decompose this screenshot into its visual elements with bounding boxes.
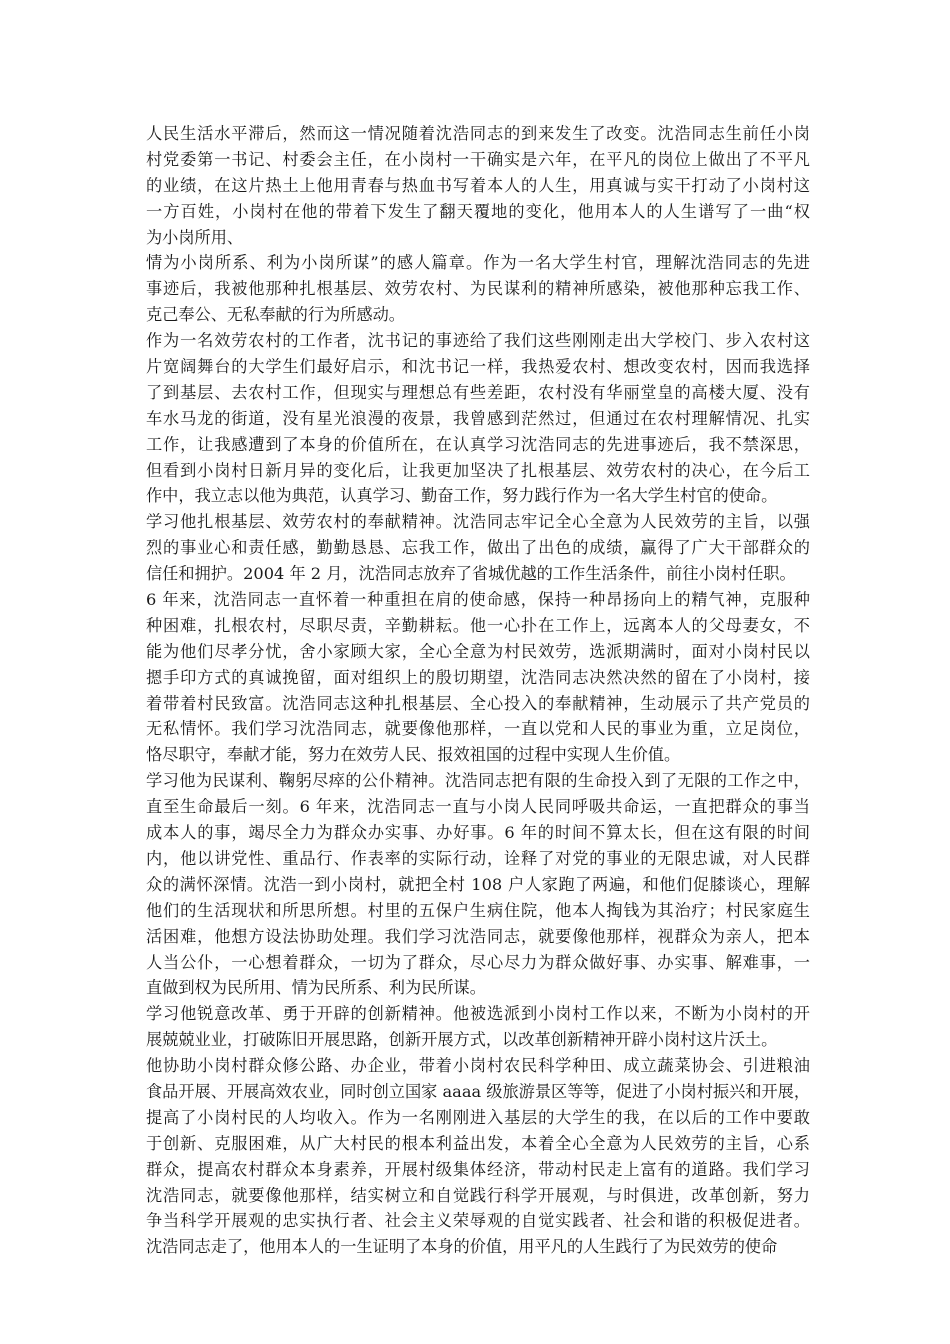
text-line: 烈的事业心和责任感，勤勤恳恳、忘我工作，做出了出色的成绩，赢得了广大干部群众的 (146, 538, 810, 558)
text-line: 人当公仆，一心想着群众，一切为了群众，尽心尽力为群众做好事、办实事、解难事，一 (146, 952, 810, 972)
text-line: 着带着村民致富。沈浩同志这种扎根基层、全心投入的奉献精神，生动展示了共产党员的 (146, 693, 810, 713)
text-line: 村党委第一书记、村委会主任，在小岗村一干确实是六年，在平凡的岗位上做出了不平凡 (146, 149, 810, 169)
document-body (146, 121, 810, 1260)
text-line: 于创新、克服困难，从广大村民的根本利益出发，本着全心全意为人民效劳的主旨，心系 (146, 1133, 810, 1153)
text-line: 学习他为民谋利、鞠躬尽瘁的公仆精神。沈浩同志把有限的生命投入到了无限的工作之中， (146, 771, 810, 791)
text-line: 摁手印方式的真诚挽留，面对组织上的殷切期望，沈浩同志决然决然的留在了小岗村，接 (146, 667, 810, 687)
text-line: 直做到权为民所用、情为民所系、利为民所谋。 (146, 978, 486, 998)
text-line: 直至生命最后一刻。6 年来，沈浩同志一直与小岗人民同呼吸共命运，一直把群众的事当 (146, 797, 810, 817)
text-line: 的业绩，在这片热土上他用青春与热血书写着本人的人生，用真诚与实干打动了小岗村这 (146, 175, 810, 195)
text-line: 作为一名效劳农村的工作者，沈书记的事迹给了我们这些刚刚走出大学校门、步入农村这 (146, 331, 810, 351)
text-line: 无私情怀。我们学习沈浩同志，就要像他那样，一直以党和人民的事业为重，立足岗位， (146, 719, 810, 739)
text-line: 食品开展、开展高效农业，同时创立国家 aaaa 级旅游景区等等，促进了小岗村振兴和开展， (146, 1081, 810, 1101)
text-line: 情为小岗所系、利为小岗所谋”的感人篇章。作为一名大学生村官，理解沈浩同志的先进 (146, 253, 810, 273)
text-line: 车水马龙的街道，没有星光浪漫的夜景，我曾感到茫然过，但通过在农村理解情况、扎实 (146, 408, 810, 428)
text-line: 克己奉公、无私奉献的行为所感动。 (146, 305, 405, 325)
text-line: 成本人的事，竭尽全力为群众办实事、办好事。6 年的时间不算太长，但在这有限的时间 (146, 823, 810, 843)
text-line: 但看到小岗村日新月异的变化后，让我更加坚决了扎根基层、效劳农村的决心，在今后工 (146, 460, 810, 480)
text-line: 信任和拥护。2004 年 2 月，沈浩同志放弃了省城优越的工作生活条件，前往小岗村任职。 (146, 564, 796, 584)
text-line: 为小岗所用、 (146, 227, 244, 247)
text-line: 沈浩同志走了，他用本人的一生证明了本身的价值，用平凡的人生践行了为民效劳的使命 (146, 1237, 778, 1257)
text-line: 活困难，他想方设法协助处理。我们学习沈浩同志，就要像他那样，视群众为亲人，把本 (146, 926, 810, 946)
text-line: 恪尽职守，奉献才能，努力在效劳人民、报效祖国的过程中实现人生价值。 (146, 745, 681, 765)
text-line: 工作，让我感遭到了本身的价值所在，在认真学习沈浩同志的先进事迹后，我不禁深思， (146, 434, 810, 454)
text-line: 能为他们尽孝分忧，舍小家顾大家，全心全意为村民效劳，选派期满时，面对小岗村民以 (146, 641, 810, 661)
text-line: 学习他锐意改革、勇于开辟的创新精神。他被选派到小岗村工作以来，不断为小岗村的开 (146, 1004, 810, 1024)
text-line: 种困难，扎根农村，尽职尽责，辛勤耕耘。他一心扑在工作上，远离本人的父母妻女，不 (146, 615, 810, 635)
text-line: 提高了小岗村民的人均收入。作为一名刚刚进入基层的大学生的我，在以后的工作中要敢 (146, 1107, 810, 1127)
text-line: 作中，我立志以他为典范，认真学习、勤奋工作，努力践行作为一名大学生村官的使命。 (146, 486, 778, 506)
text-line: 沈浩同志，就要像他那样，结实树立和自觉践行科学开展观，与时俱进，改革创新，努力 (146, 1185, 810, 1205)
text-line: 片宽阔舞台的大学生们最好启示，和沈书记一样，我热爱农村、想改变农村，因而我选择 (146, 357, 810, 377)
text-line: 6 年来，沈浩同志一直怀着一种重担在肩的使命感，保持一种昂扬向上的精气神，克服种 (146, 590, 810, 610)
text-line: 他们的生活现状和所思所想。村里的五保户生病住院，他本人掏钱为其治疗；村民家庭生 (146, 900, 810, 920)
text-line: 众的满怀深情。沈浩一到小岗村，就把全村 108 户人家跑了两遍，和他们促膝谈心，理解 (146, 874, 810, 894)
text-line: 群众，提高农村群众本身素养，开展村级集体经济，带动村民走上富有的道路。我们学习 (146, 1159, 810, 1179)
text-line: 一方百姓，小岗村在他的带着下发生了翻天覆地的变化，他用本人的人生谱写了一曲“权 (146, 201, 810, 221)
text-line: 展兢兢业业，打破陈旧开展思路，创新开展方式，以改革创新精神开辟小岗村这片沃土。 (146, 1030, 778, 1050)
text-line: 了到基层、去农村工作，但现实与理想总有些差距，农村没有华丽堂皇的高楼大厦、没有 (146, 382, 810, 402)
text-line: 他协助小岗村群众修公路、办企业，带着小岗村农民科学种田、成立蔬菜协会、引进粮油 (146, 1056, 810, 1076)
text-line: 人民生活水平滞后，然而这一情况随着沈浩同志的到来发生了改变。沈浩同志生前任小岗 (146, 124, 810, 143)
text-line: 争当科学开展观的忠实执行者、社会主义荣辱观的自觉实践者、社会和谐的积极促进者。 (146, 1211, 810, 1231)
text-line: 内，他以讲党性、重品行、作表率的实际行动，诠释了对党的事业的无限忠诚，对人民群 (146, 848, 810, 868)
text-line: 学习他扎根基层、效劳农村的奉献精神。沈浩同志牢记全心全意为人民效劳的主旨，以强 (146, 512, 810, 532)
text-line: 事迹后，我被他那种扎根基层、效劳农村、为民谋利的精神所感染，被他那种忘我工作、 (146, 279, 810, 299)
